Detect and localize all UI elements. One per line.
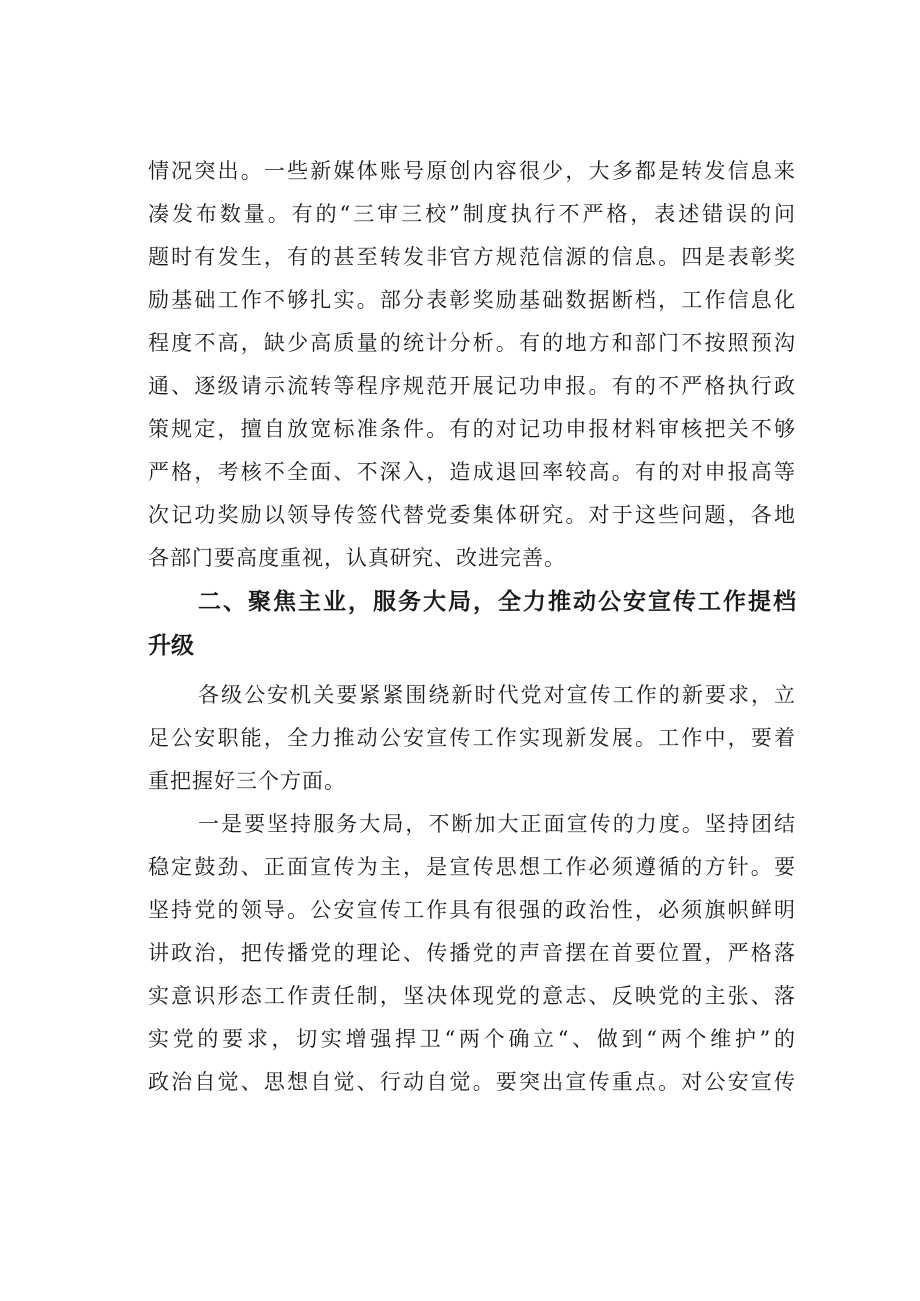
text-line: 重把握好三个方面。 <box>148 769 346 793</box>
text-line: 一是要坚持服务大局，不断加大正面宣传的力度。坚持团结 <box>198 812 796 836</box>
document-page <box>148 150 796 1104</box>
text-line: 稳定鼓劲、正面宣传为主，是宣传思想工作必须遵循的方针。要 <box>148 855 796 879</box>
paragraph-intro <box>148 674 796 803</box>
text-line: 策规定，擅自放宽标准条件。有的对记功申报材料审核把关不够 <box>148 417 796 441</box>
heading-line: 二、聚焦主业，服务大局，全力推动公安宣传工作提档 <box>198 589 796 615</box>
text-line: 足公安职能，全力推动公安宣传工作实现新发展。工作中，要着 <box>148 726 796 750</box>
text-line: 通、逐级请示流转等程序规范开展记功申报。有的不严格执行政 <box>148 374 796 398</box>
text-line: 政治自觉、思想自觉、行动自觉。要突出宣传重点。对公安宣传 <box>148 1070 796 1094</box>
text-line: 情况突出。一些新媒体账号原创内容很少，大多都是转发信息来 <box>148 159 796 183</box>
paragraph-problems <box>148 150 796 580</box>
paragraph-serve-overall <box>148 803 796 1104</box>
text-line: 实意识形态工作责任制，坚决体现党的意志、反映党的主张、落 <box>148 984 796 1008</box>
text-line: 程度不高，缺少高质量的统计分析。有的地方和部门不按照预沟 <box>148 331 796 355</box>
text-line: 题时有发生，有的甚至转发非官方规范信源的信息。四是表彰奖 <box>148 245 796 269</box>
heading-line: 升级 <box>148 633 194 659</box>
text-line: 各部门要高度重视，认真研究、改进完善。 <box>148 546 566 570</box>
text-line: 讲政治，把传播党的理论、传播党的声音摆在首要位置，严格落 <box>148 941 796 965</box>
text-line: 各级公安机关要紧紧围绕新时代党对宣传工作的新要求，立 <box>198 683 796 707</box>
section-heading <box>148 580 796 668</box>
text-line: 凑发布数量。有的“三审三校”制度执行不严格，表述错误的问 <box>148 202 796 226</box>
text-line: 坚持党的领导。公安宣传工作具有很强的政治性，必须旗帜鲜明 <box>148 898 796 922</box>
text-line: 实党的要求，切实增强捍卫“两个确立“、做到“两个维护”的 <box>148 1027 796 1051</box>
text-line: 次记功奖励以领导传签代替党委集体研究。对于这些问题，各地 <box>148 503 796 527</box>
text-line: 严格，考核不全面、不深入，造成退回率较高。有的对申报高等 <box>148 460 796 484</box>
text-line: 励基础工作不够扎实。部分表彰奖励基础数据断档，工作信息化 <box>148 288 796 312</box>
